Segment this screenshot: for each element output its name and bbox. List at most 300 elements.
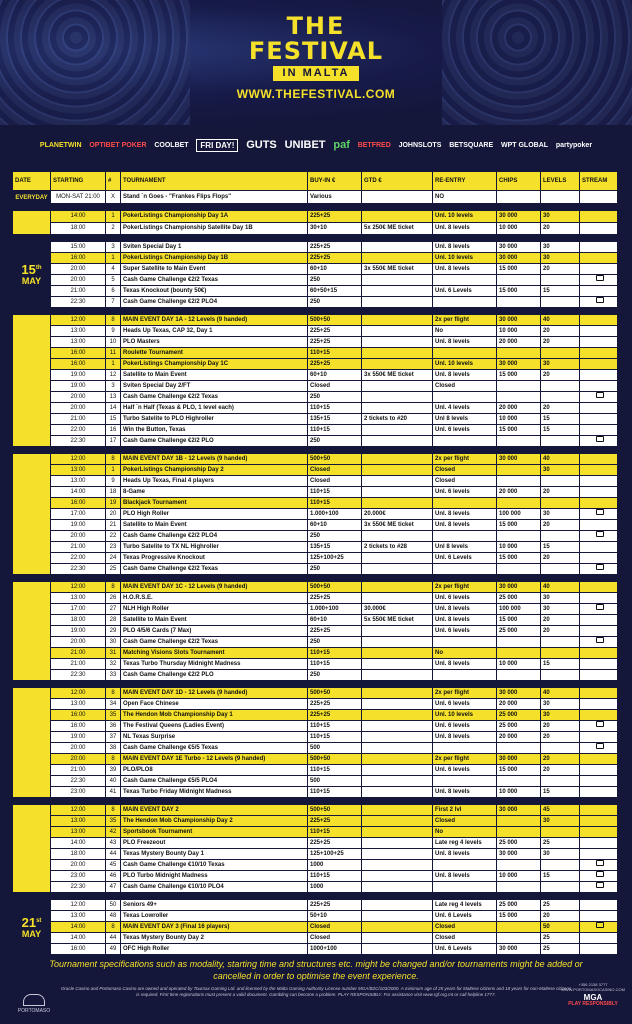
cell-stream (580, 922, 617, 932)
mga-logo: MGA (583, 993, 603, 1002)
cell-chips (497, 297, 540, 307)
cell-chips (497, 498, 540, 508)
cell-levels: 30 (541, 211, 579, 222)
cell-levels (541, 648, 579, 658)
cell-number: 12 (106, 370, 120, 380)
cell-stream (580, 838, 617, 848)
cell-number: 43 (106, 838, 120, 848)
table-row (13, 392, 617, 402)
table-row (13, 326, 617, 336)
sponsor-logo: GUTS (246, 139, 277, 151)
cell-number: 16 (106, 425, 120, 435)
cell-buyin: 1.000+100 (308, 509, 361, 519)
cell-buyin: Closed (308, 933, 361, 943)
cell-number: 20 (106, 509, 120, 519)
day-separator (13, 204, 617, 210)
cell-buyin: 500+50 (308, 582, 361, 592)
cell-reentry: Unl. 8 levels (433, 520, 496, 530)
logo-the: THE (286, 12, 346, 40)
cell-stream (580, 520, 617, 530)
day-suffix: th (35, 839, 42, 845)
cell-buyin: Closed (308, 476, 361, 486)
cell-levels: 15 (541, 542, 579, 552)
cell-tournament: Half ´n Half (Texas & PLO, 1 level each) (121, 403, 307, 413)
table-row (13, 520, 617, 530)
header-number: # (106, 172, 120, 190)
table-row (13, 553, 617, 563)
cell-gtd (362, 359, 432, 369)
cell-stream (580, 827, 617, 837)
cell-tournament: Satellite to Main Event (121, 370, 307, 380)
table-row (13, 922, 617, 932)
cell-tournament: Heads Up Texas, Final 4 players (121, 476, 307, 486)
cell-number: 49 (106, 944, 120, 954)
cell-levels: 40 (541, 454, 579, 464)
cell-levels: 50 (541, 922, 579, 932)
cell-stream (580, 211, 617, 222)
cell-starting: 16:00 (51, 721, 105, 731)
cell-reentry: 2x per flight (433, 754, 496, 764)
cell-number: 47 (106, 882, 120, 892)
day-number: 17 (21, 501, 36, 517)
cell-reentry (433, 275, 496, 285)
cell-gtd: 5x 550€ ME ticket (362, 615, 432, 625)
cell-reentry (433, 670, 496, 680)
cell-starting: 22:30 (51, 670, 105, 680)
cell-stream (580, 732, 617, 742)
cell-starting: MON-SAT 21:00 (51, 191, 105, 203)
cell-gtd (362, 710, 432, 720)
cell-tournament: Texas Progressive Knockout (121, 553, 307, 563)
cell-chips: 100 000 (497, 509, 540, 519)
cell-stream (580, 531, 617, 541)
day-separator-cell (13, 308, 617, 314)
stream-camera-icon (596, 531, 604, 537)
day-number: 15 (21, 262, 36, 277)
day-label (13, 900, 50, 954)
cell-reentry: First 2 lvl (433, 805, 496, 815)
cell-tournament: Sportsbook Tournament (121, 827, 307, 837)
cell-gtd (362, 315, 432, 325)
cell-starting: 22:30 (51, 776, 105, 786)
cell-stream (580, 604, 617, 614)
cell-starting: 14:00 (51, 933, 105, 943)
cell-reentry: Unl. 6 levels (433, 425, 496, 435)
cell-reentry: Unl. 6 levels (433, 626, 496, 636)
cell-levels: 15 (541, 659, 579, 669)
day-number: 19 (21, 730, 36, 745)
cell-number: 17 (106, 436, 120, 446)
cell-buyin: 225+25 (308, 838, 361, 848)
cell-buyin: 60+10 (308, 264, 361, 274)
cell-gtd (362, 787, 432, 797)
cell-stream (580, 286, 617, 296)
cell-chips: 25 000 (497, 710, 540, 720)
website-link[interactable]: WWW.THEFESTIVAL.COM (236, 87, 396, 101)
table-row (13, 816, 617, 826)
table-row (13, 659, 617, 669)
cell-number: 18 (106, 487, 120, 497)
cell-reentry (433, 297, 496, 307)
cell-chips: 10 000 (497, 659, 540, 669)
day-separator (13, 447, 617, 453)
cell-chips: 10 000 (497, 326, 540, 336)
sponsor-logo: BETSQUARE (449, 141, 494, 149)
cell-number: 8 (106, 688, 120, 698)
cell-chips: 30 000 (497, 582, 540, 592)
cell-gtd (362, 211, 432, 222)
cell-buyin: 30+10 (308, 223, 361, 234)
cell-buyin: 110+15 (308, 871, 361, 881)
day-label (13, 315, 50, 446)
sponsor-logo: UNIBET (284, 139, 326, 151)
rock-texture-left (0, 0, 190, 125)
cell-tournament: MAIN EVENT DAY 1A - 12 Levels (9 handed) (121, 315, 307, 325)
cell-gtd: 3x 550€ ME ticket (362, 520, 432, 530)
header-reentry: RE-ENTRY (433, 172, 496, 190)
stream-camera-icon (596, 509, 604, 515)
cell-number: X (106, 191, 120, 203)
table-row (13, 670, 617, 680)
cell-number: 8 (106, 805, 120, 815)
cell-tournament: Stand ´n Goes - "Frankes Flips Flops" (121, 191, 307, 203)
header-chips: CHIPS (497, 172, 540, 190)
stream-camera-icon (596, 721, 604, 727)
cell-tournament: Cash Game Challenge €2/2 PLO (121, 436, 307, 446)
cell-starting: 13:00 (51, 326, 105, 336)
cell-buyin: 110+15 (308, 827, 361, 837)
cell-gtd (362, 754, 432, 764)
cell-levels (541, 882, 579, 892)
festival-banner (0, 0, 632, 125)
cell-tournament: Turbo Satelite to TX NL Highroller (121, 542, 307, 552)
cell-chips (497, 436, 540, 446)
cell-number: 35 (106, 710, 120, 720)
cell-gtd (362, 838, 432, 848)
cell-levels (541, 743, 579, 753)
sponsor-logo: COOLBET (154, 141, 189, 149)
table-row (13, 944, 617, 954)
cell-buyin: 225+25 (308, 326, 361, 336)
cell-number: 11 (106, 348, 120, 358)
table-row (13, 911, 617, 921)
cell-levels (541, 191, 579, 203)
cell-levels: 25 (541, 933, 579, 943)
table-row (13, 275, 617, 285)
table-row (13, 882, 617, 892)
cell-tournament: Heads Up Texas, CAP 32, Day 1 (121, 326, 307, 336)
cell-tournament: NL Texas Surprise (121, 732, 307, 742)
cell-chips (497, 465, 540, 475)
table-row (13, 414, 617, 424)
sponsor-logo: paf (333, 139, 350, 151)
table-row (13, 211, 617, 222)
cell-stream (580, 337, 617, 347)
day-separator (13, 681, 617, 687)
cell-levels: 30 (541, 710, 579, 720)
cell-tournament: Super Satellite to Main Event (121, 264, 307, 274)
cell-stream (580, 242, 617, 252)
cell-levels: 15 (541, 286, 579, 296)
day-separator (13, 308, 617, 314)
table-row (13, 348, 617, 358)
table-row (13, 297, 617, 307)
table-row (13, 860, 617, 870)
cell-levels: 20 (541, 520, 579, 530)
table-row (13, 403, 617, 413)
cell-tournament: PLO Turbo Midnight Madness (121, 871, 307, 881)
cell-buyin: 110+15 (308, 721, 361, 731)
cell-chips: 25 000 (497, 626, 540, 636)
cell-tournament: PLO 4/5/6 Cards (7 Max) (121, 626, 307, 636)
cell-tournament: Satellite to Main Event (121, 520, 307, 530)
cell-levels (541, 531, 579, 541)
cell-levels: 20 (541, 732, 579, 742)
cell-levels: 20 (541, 264, 579, 274)
cell-reentry: No (433, 648, 496, 658)
cell-gtd (362, 425, 432, 435)
cell-reentry (433, 637, 496, 647)
table-row (13, 743, 617, 753)
cell-stream (580, 776, 617, 786)
day-suffix: th (35, 371, 42, 377)
cell-reentry: Closed (433, 922, 496, 932)
sponsor-logo: partypoker (555, 141, 593, 149)
cell-starting: 19:00 (51, 732, 105, 742)
cell-levels: 20 (541, 487, 579, 497)
cell-starting: 21:00 (51, 659, 105, 669)
day-suffix: th (35, 504, 42, 511)
cell-starting: 20:00 (51, 637, 105, 647)
cell-number: 23 (106, 542, 120, 552)
table-row (13, 838, 617, 848)
cell-stream (580, 816, 617, 826)
day-suffix: th (35, 621, 42, 628)
cell-chips (497, 381, 540, 391)
cell-tournament: MAIN EVENT DAY 1D - 12 Levels (9 handed) (121, 688, 307, 698)
stream-camera-icon (596, 882, 604, 888)
cell-chips: 30 000 (497, 315, 540, 325)
cell-number: 7 (106, 297, 120, 307)
cell-reentry: Unl. 8 levels (433, 659, 496, 669)
cell-starting: 16:00 (51, 710, 105, 720)
cell-reentry: Closed (433, 476, 496, 486)
cell-levels: 20 (541, 754, 579, 764)
cell-number: 10 (106, 337, 120, 347)
cell-gtd (362, 849, 432, 859)
cell-gtd (362, 860, 432, 870)
cell-stream (580, 593, 617, 603)
day-month: MAY (21, 928, 42, 939)
cell-starting: 12:00 (51, 688, 105, 698)
cell-levels: 25 (541, 900, 579, 910)
cell-gtd (362, 337, 432, 347)
cell-chips: 10 000 (497, 414, 540, 424)
cell-gtd (362, 275, 432, 285)
cell-reentry: Unl. 8 levels (433, 871, 496, 881)
cell-buyin: 500+50 (308, 688, 361, 698)
cell-number: 41 (106, 787, 120, 797)
cell-tournament: H.O.R.S.E. (121, 593, 307, 603)
cell-reentry: Unl. 8 levels (433, 787, 496, 797)
cell-gtd: 30.000€ (362, 604, 432, 614)
cell-stream (580, 721, 617, 731)
cell-stream (580, 765, 617, 775)
cell-stream (580, 498, 617, 508)
cell-reentry: Unl. 6 levels (433, 721, 496, 731)
cell-tournament: MAIN EVENT DAY 1E Turbo - 12 Levels (9 handed) (121, 754, 307, 764)
table-row (13, 370, 617, 380)
cell-levels (541, 827, 579, 837)
cell-starting: 16:00 (51, 348, 105, 358)
cell-stream (580, 900, 617, 910)
cell-tournament: The Hendon Mob Championship Day 2 (121, 816, 307, 826)
cell-chips: 10 000 (497, 787, 540, 797)
cell-buyin: 250 (308, 297, 361, 307)
cell-reentry: Closed (433, 933, 496, 943)
cell-levels: 20 (541, 721, 579, 731)
cell-buyin: Closed (308, 381, 361, 391)
cell-reentry: Closed (433, 816, 496, 826)
cell-tournament: Cash Game Challenge €5/5 Texas (121, 743, 307, 753)
cell-reentry: Unl. 8 levels (433, 370, 496, 380)
play-responsibly-badge: PLAY RESPONSIBLY (568, 1001, 618, 1007)
cell-buyin: 110+15 (308, 487, 361, 497)
cell-gtd (362, 297, 432, 307)
cell-gtd (362, 593, 432, 603)
day-label (13, 211, 50, 234)
cell-starting: 23:00 (51, 787, 105, 797)
cell-gtd (362, 688, 432, 698)
cell-starting: 20:00 (51, 264, 105, 274)
cell-reentry: Unl. 8 levels (433, 509, 496, 519)
table-row (13, 900, 617, 910)
sponsor-logo: BETFRED (357, 141, 391, 149)
cell-tournament: PLO High Roller (121, 509, 307, 519)
cell-starting: 16:00 (51, 359, 105, 369)
cell-starting: 22:30 (51, 436, 105, 446)
cell-reentry: Unl. 6 Levels (433, 286, 496, 296)
cell-gtd (362, 721, 432, 731)
table-row (13, 765, 617, 775)
cell-buyin: 110+15 (308, 498, 361, 508)
table-row (13, 242, 617, 252)
cell-buyin: Closed (308, 922, 361, 932)
cell-tournament: PokerListings Championship Satellite Day 1B (121, 223, 307, 234)
cell-buyin: 110+15 (308, 403, 361, 413)
cell-buyin: 110+15 (308, 732, 361, 742)
cell-starting: 21:00 (51, 542, 105, 552)
cell-number: 46 (106, 871, 120, 881)
cell-levels: 15 (541, 414, 579, 424)
cell-gtd (362, 498, 432, 508)
cell-chips: 25 000 (497, 838, 540, 848)
cell-tournament: Blackjack Tournament (121, 498, 307, 508)
table-row (13, 286, 617, 296)
cell-starting: 13:00 (51, 337, 105, 347)
table-row (13, 776, 617, 786)
cell-buyin: 60+50+15 (308, 286, 361, 296)
table-row (13, 688, 617, 698)
cell-levels: 20 (541, 765, 579, 775)
cell-chips: 30 000 (497, 211, 540, 222)
cell-levels: 15 (541, 871, 579, 881)
cell-chips: 15 000 (497, 425, 540, 435)
cell-stream (580, 381, 617, 391)
table-row (13, 871, 617, 881)
day-month: MAY (21, 515, 42, 526)
sponsor-logo: JOHNSLOTS (398, 141, 442, 149)
cell-reentry: Unl. 8 levels (433, 242, 496, 252)
cell-buyin: 225+25 (308, 816, 361, 826)
cell-number: 3 (106, 242, 120, 252)
cell-buyin: 500+50 (308, 754, 361, 764)
cell-starting: 12:00 (51, 315, 105, 325)
table-row (13, 531, 617, 541)
cell-levels: 25 (541, 944, 579, 954)
cell-reentry (433, 348, 496, 358)
cell-levels: 30 (541, 593, 579, 603)
footer-note: Tournament specifications such as modality, starting time and structures etc. might be changed and/or tournaments might be added or cancelled in order to optimise the event experience. (49, 959, 583, 981)
cell-buyin: Closed (308, 465, 361, 475)
cell-levels (541, 348, 579, 358)
cell-tournament: Cash Game Challenge €2/2 PLO4 (121, 531, 307, 541)
cell-tournament: PokerListings Championship Day 1B (121, 253, 307, 263)
cell-levels (541, 776, 579, 786)
cell-gtd (362, 242, 432, 252)
cell-starting: 20:00 (51, 275, 105, 285)
cell-stream (580, 699, 617, 709)
cell-reentry: Unl. 8 levels (433, 849, 496, 859)
day-suffix: th (35, 733, 42, 739)
cell-stream (580, 487, 617, 497)
cell-chips: 100 000 (497, 604, 540, 614)
table-row (13, 805, 617, 815)
cell-starting: 20:00 (51, 754, 105, 764)
cell-stream (580, 370, 617, 380)
cell-chips: 20 000 (497, 403, 540, 413)
cell-chips: 15 000 (497, 553, 540, 563)
table-row (13, 648, 617, 658)
cell-gtd (362, 582, 432, 592)
cell-stream (580, 253, 617, 263)
cell-stream (580, 710, 617, 720)
cell-chips (497, 827, 540, 837)
day-number: 20 (21, 836, 36, 851)
cell-chips: 30 000 (497, 805, 540, 815)
schedule-table (12, 171, 618, 955)
day-number: 18 (21, 618, 36, 634)
regulator-block (560, 982, 626, 1018)
cell-tournament: Cash Game Challenge €10/10 PLO4 (121, 882, 307, 892)
cell-reentry (433, 776, 496, 786)
footer-phone: +356 2138 3777 (578, 982, 608, 987)
table-row (13, 626, 617, 636)
cell-stream (580, 944, 617, 954)
cell-gtd (362, 381, 432, 391)
table-row (13, 191, 617, 203)
cell-stream (580, 882, 617, 892)
cell-tournament: Texas Mystery Bounty Day 1 (121, 849, 307, 859)
cell-starting: 23:00 (51, 871, 105, 881)
cell-gtd: 20.000€ (362, 509, 432, 519)
cell-buyin: 225+25 (308, 710, 361, 720)
cell-starting: 14:00 (51, 211, 105, 222)
cell-starting: 13:00 (51, 465, 105, 475)
cell-number: 13 (106, 392, 120, 402)
footer-url[interactable]: WWW.PORTOMASOCASINO.COM (561, 987, 625, 992)
cell-chips: 25 000 (497, 593, 540, 603)
